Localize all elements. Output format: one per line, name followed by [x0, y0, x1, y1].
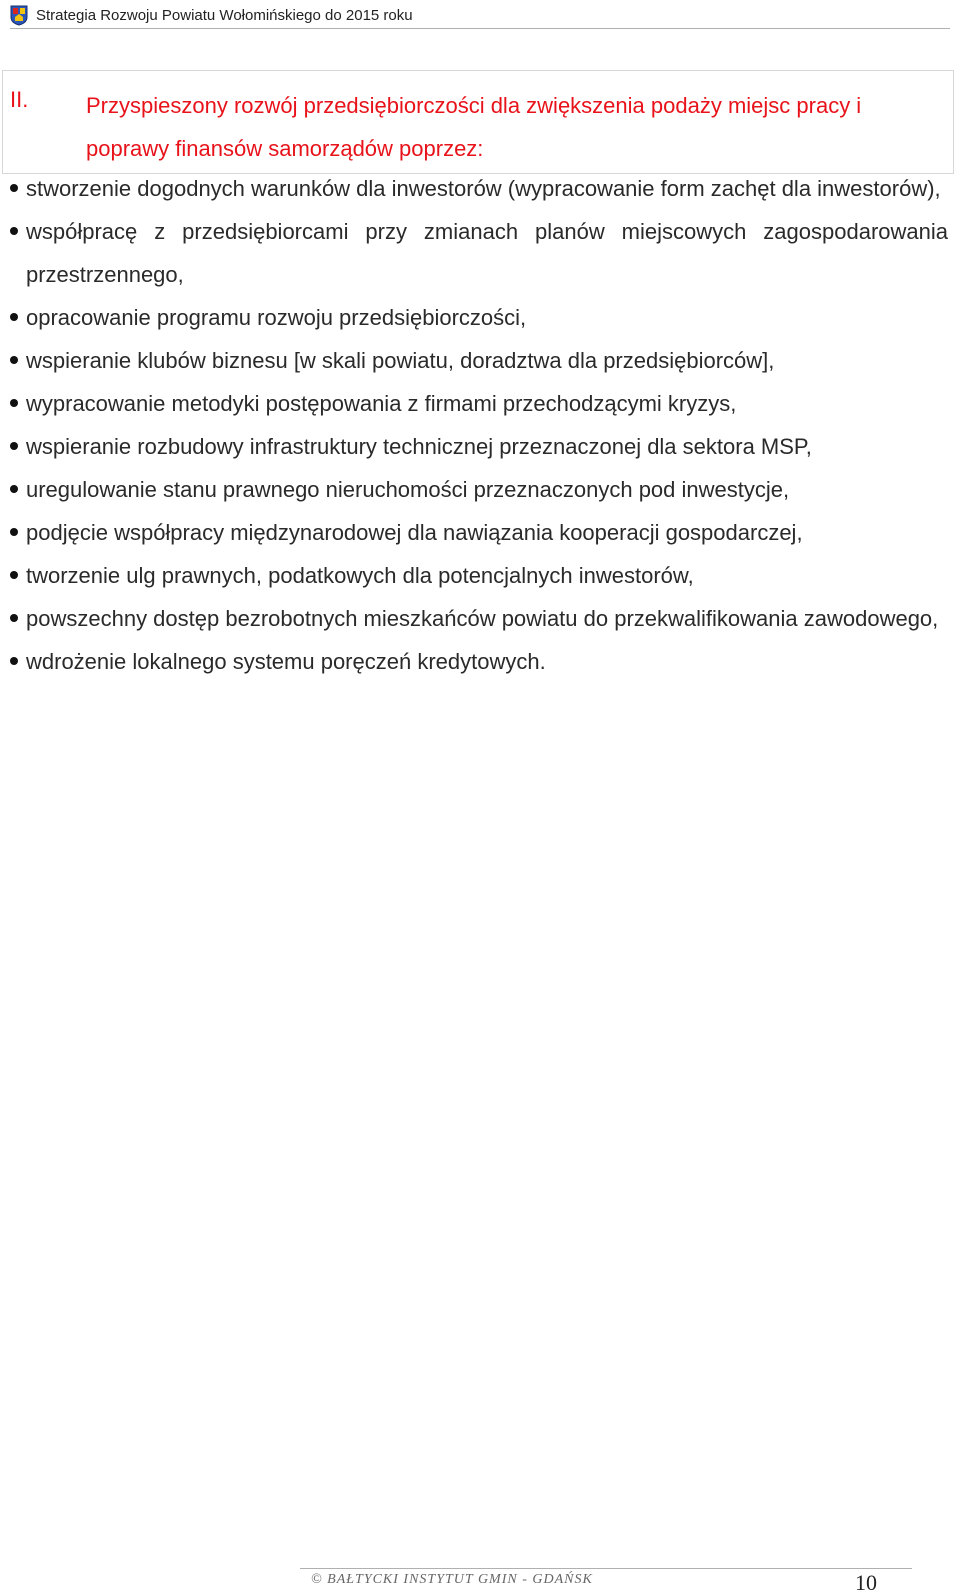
bullet-icon [10, 313, 18, 321]
list-item: opracowanie programu rozwoju przedsiębiorczości, [8, 296, 948, 339]
section-title: Przyspieszony rozwój przedsiębiorczości dla zwiększenia podaży miejsc pracy i poprawy finansów samorządów poprzez: [86, 93, 862, 161]
bullet-icon [10, 184, 18, 192]
list-item: wspieranie klubów biznesu [w skali powiatu, doradztwa dla przedsiębiorców], [8, 339, 948, 382]
list-item: tworzenie ulg prawnych, podatkowych dla potencjalnych inwestorów, [8, 554, 948, 597]
list-item: wdrożenie lokalnego systemu poręczeń kredytowych. [8, 640, 948, 683]
bullet-icon [10, 442, 18, 450]
list-item: stworzenie dogodnych warunków dla inwestorów (wypracowanie form zachęt dla inwestorów), [8, 167, 948, 210]
list-item: powszechny dostęp bezrobotnych mieszkańców powiatu do przekwalifikowania zawodowego, [8, 597, 948, 640]
bullet-icon [10, 227, 18, 235]
list-item: współpracę z przedsiębiorcami przy zmianach planów miejscowych zagospodarowania przestrzennego, [8, 210, 948, 296]
bullet-icon [10, 356, 18, 364]
document-title: Strategia Rozwoju Powiatu Wołomińskiego do 2015 roku [36, 7, 413, 24]
list-item: wspieranie rozbudowy infrastruktury technicznej przeznaczonej dla sektora MSP, [8, 425, 948, 468]
page-header [10, 2, 950, 29]
list-item: wypracowanie metodyki postępowania z firmami przechodzącymi kryzys, [8, 382, 948, 425]
bullet-icon [10, 614, 18, 622]
list-item: podjęcie współpracy międzynarodowej dla nawiązania kooperacji gospodarczej, [8, 511, 948, 554]
bullet-icon [10, 528, 18, 536]
footer-divider [300, 1568, 912, 1569]
coat-of-arms-icon [10, 5, 28, 26]
page-number: 10 [855, 1570, 877, 1595]
bullet-icon [10, 485, 18, 493]
bullet-icon [10, 657, 18, 665]
bullet-icon [10, 399, 18, 407]
bullet-icon [10, 571, 18, 579]
section-number: II. [10, 87, 29, 112]
list-item: uregulowanie stanu prawnego nieruchomości przeznaczonych pod inwestycje, [8, 468, 948, 511]
bullet-list [8, 167, 948, 683]
footer-copyright: © BAŁTYCKI INSTYTUT GMIN - GDAŃSK [311, 1572, 593, 1587]
